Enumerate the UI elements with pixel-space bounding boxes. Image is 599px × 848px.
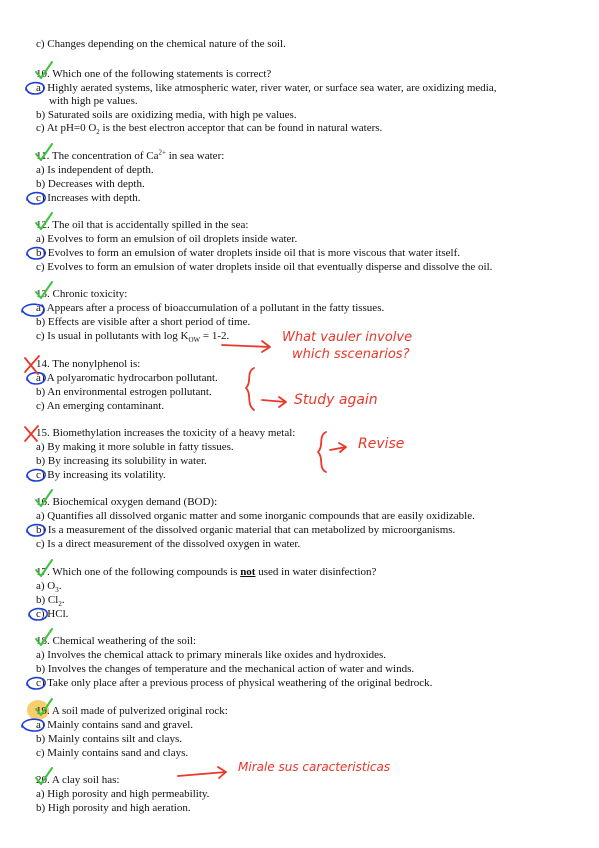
q18-option-c: c) Take only place after a previous process of physical weathering of the original bedrock. <box>36 677 433 689</box>
q13-stem: 13. Chronic toxicity: <box>36 288 128 300</box>
q18-stem: 18. Chemical weathering of the soil: <box>36 635 197 647</box>
q11-stem: 11. The concentration of $Ca^{2+}$ in sea water: <box>36 148 225 162</box>
q12-option-b: b) Evolves to form an emulsion of water droplets inside oil that is more viscous that water itself. <box>36 247 461 259</box>
q14-option-c: c) An emerging contaminant. <box>36 400 165 412</box>
check-mark-q11 <box>36 144 52 160</box>
q16-stem: 16. Biochemical oxygen demand (BOD): <box>36 496 218 508</box>
check-mark-q18 <box>36 629 52 645</box>
q12-option-c: c) Evolves to form an emulsion of water droplets inside oil that eventually disperse and dissolve the oil. <box>36 261 493 273</box>
circle-mark-q12b <box>27 248 45 259</box>
q10-stem: 10. Which one of the following statements is correct? <box>36 68 272 80</box>
circle-mark-q19a <box>22 719 44 731</box>
q9-option-c: c) Changes depending on the chemical nature of the soil. <box>36 38 286 50</box>
q13-option-a: a) Appears after a process of bioaccumulation of a pollutant in the fatty tissues. <box>36 302 385 314</box>
handwritten-note-q13-line2: which sscenarios? <box>292 347 410 362</box>
q19-option-c: c) Mainly contains sand and clays. <box>36 747 189 759</box>
q20-option-a: a) High porosity and high permeability. <box>36 788 210 800</box>
check-mark-q12 <box>36 213 52 229</box>
q19-stem: 19. A soil made of pulverized original rock: <box>36 705 228 717</box>
q19-option-a: a) Mainly contains sand and gravel. <box>36 719 194 731</box>
check-mark-q20 <box>36 768 52 784</box>
check-mark-q16 <box>36 490 52 506</box>
q16-option-a: a) Quantifies all dissolved organic matter and some inorganic compounds that are easily oxidizable. <box>36 510 475 522</box>
arrow-q14 <box>262 397 286 407</box>
handwritten-note-q20: Mirale sus caracteristicas <box>238 760 391 774</box>
check-mark-q13 <box>36 282 52 298</box>
q15-option-c: c) By increasing its volatility. <box>36 469 166 481</box>
circle-mark-q13a <box>22 304 44 316</box>
q11-option-a: a) Is independent of depth. <box>36 164 154 176</box>
q13-option-b: b) Effects are visible after a short period of time. <box>36 316 251 328</box>
q17-option-c: c) HCl. <box>36 608 69 620</box>
q15-option-b: b) By increasing its solubility in water. <box>36 455 207 467</box>
arrow-q15 <box>330 443 346 452</box>
circle-mark-q16b <box>27 525 45 536</box>
q19-option-b: b) Mainly contains silt and clays. <box>36 733 183 745</box>
q15-option-a: a) By making it more soluble in fatty tissues. <box>36 441 234 453</box>
arrow-q13 <box>222 341 270 352</box>
q20-option-b: b) High porosity and high aeration. <box>36 802 191 814</box>
q12-option-a: a) Evolves to form an emulsion of oil droplets inside water. <box>36 233 298 245</box>
q18-option-b: b) Involves the changes of temperature and the mechanical action of water and winds. <box>36 663 415 675</box>
q16-option-b: b) Is a measurement of the dissolved organic material that can metabolized by microorganisms. <box>36 524 456 536</box>
handwritten-note-q14: Study again <box>294 392 378 408</box>
q17-option-a: a) $O_3$. <box>36 580 62 595</box>
q11-option-b: b) Decreases with depth. <box>36 178 145 190</box>
circle-mark-q17c <box>29 609 47 620</box>
q17-option-b: b) $Cl_2$. <box>36 594 65 609</box>
cross-mark-q14 <box>25 356 39 374</box>
cross-mark-q15 <box>25 426 38 441</box>
q16-option-c: c) Is a direct measurement of the dissolved oxygen in water. <box>36 538 301 550</box>
circle-mark-q10a <box>26 83 44 94</box>
q11-option-c: c) Increases with depth. <box>36 192 141 204</box>
handwritten-note-q13-line1: What vauler involve <box>282 330 413 345</box>
q10-option-b: b) Saturated soils are oxidizing media, with high pe values. <box>36 109 297 121</box>
q12-stem: 12. The oil that is accidentally spilled in the sea: <box>36 219 249 231</box>
q17-stem: 17. Which one of the following compounds is not used in water disinfection? <box>36 566 377 578</box>
handwritten-note-q15: Revise <box>358 436 405 452</box>
check-mark-q10 <box>36 62 52 78</box>
brace-q14 <box>246 368 254 410</box>
q14-option-a: a) A polyaromatic hydrocarbon pollutant. <box>36 372 218 384</box>
circle-mark-q14a <box>27 373 45 384</box>
q13-option-c: c) Is usual in pollutants with $\log K_{OW} = 1-2$. <box>36 330 230 345</box>
q10-option-a-cont: with high pe values. <box>49 95 138 107</box>
circle-mark-q11c <box>27 193 45 204</box>
q14-stem: 14. The nonylphenol is: <box>36 358 141 370</box>
q20-stem: 20. A clay soil has: <box>36 774 120 786</box>
q18-option-a: a) Involves the chemical attack to primary minerals like oxides and hydroxides. <box>36 649 387 661</box>
check-mark-q17 <box>36 560 52 576</box>
circle-mark-q15c <box>27 470 45 481</box>
q15-stem: 15. Biomethylation increases the toxicity of a heavy metal: <box>36 427 296 439</box>
check-mark-q19 <box>36 699 52 715</box>
arrow-q20 <box>178 767 226 778</box>
q10-option-a: a) Highly aerated systems, like atmospheric water, river water, or surface sea water, are oxidizing media, <box>36 82 497 94</box>
q10-option-c: c) At pH=0 $O_2$ is the best electron acceptor that can be found in natural waters. <box>36 122 383 137</box>
q14-option-b: b) An environmental estrogen pollutant. <box>36 386 212 398</box>
circle-mark-q18c <box>27 678 45 689</box>
brace-q15 <box>318 432 326 472</box>
